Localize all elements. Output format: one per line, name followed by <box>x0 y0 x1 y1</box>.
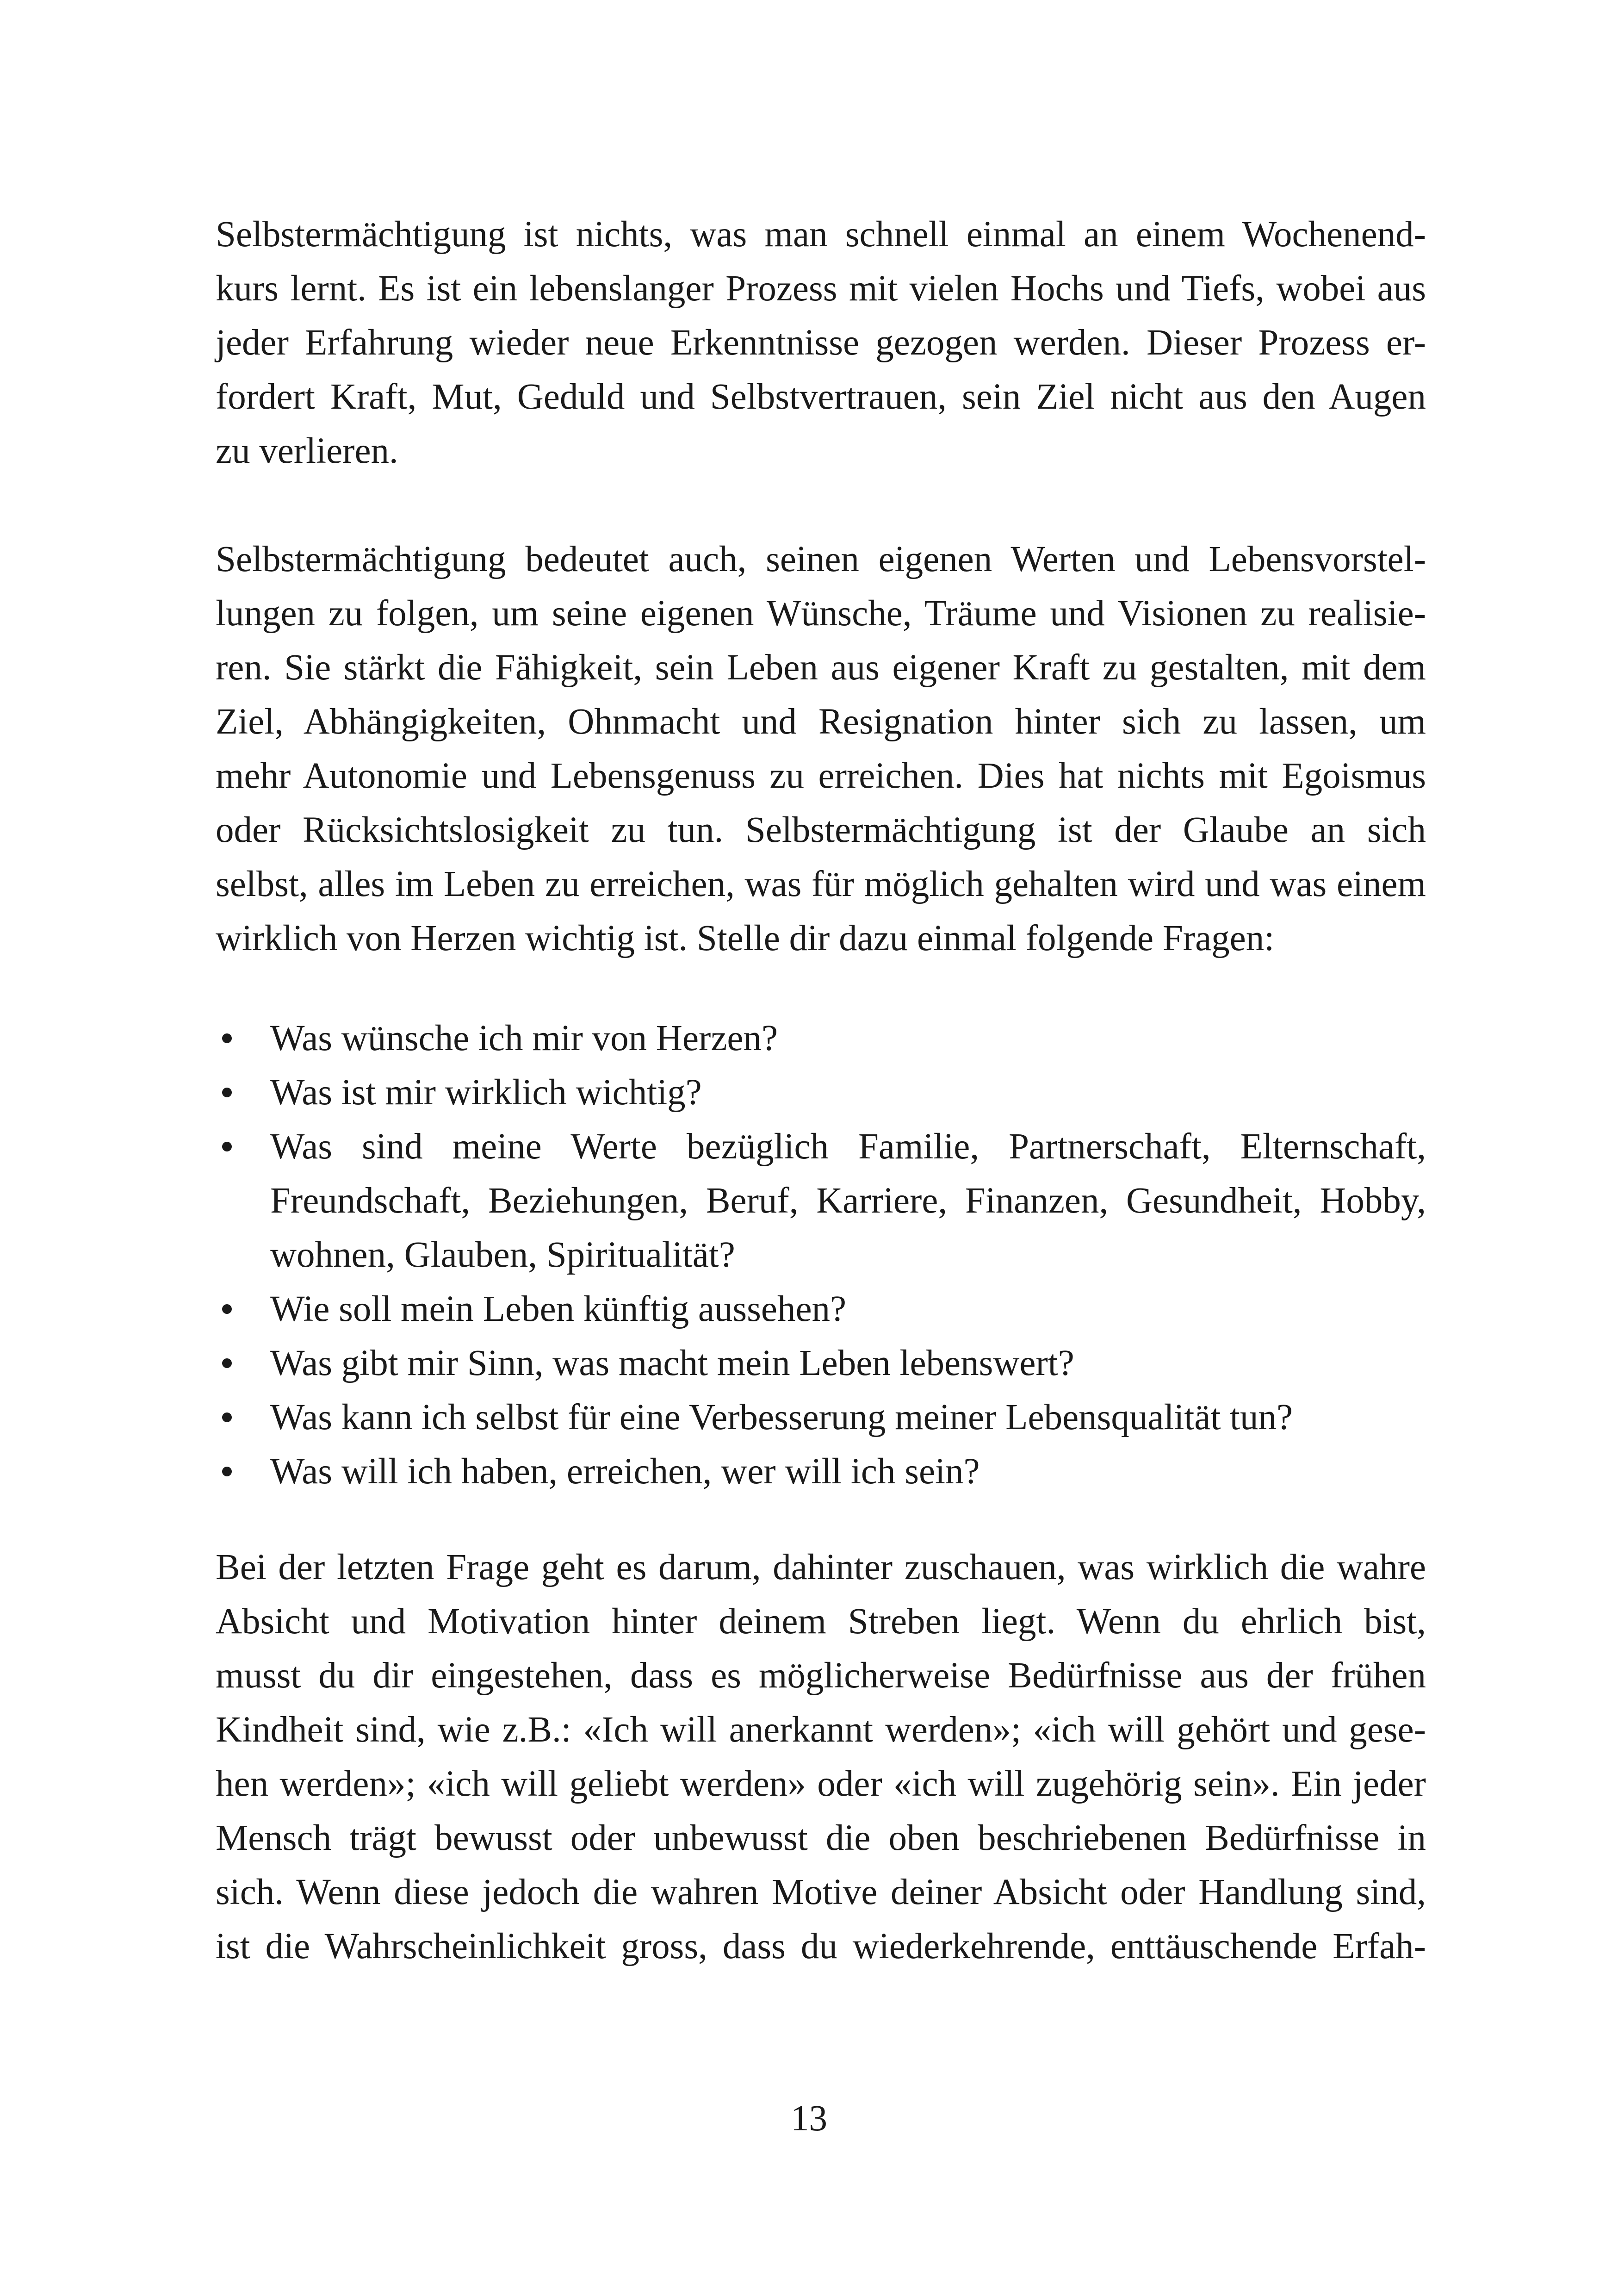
paragraph-line: hen werden»; «ich will geliebt werden» oder «ich will zugehörig sein». Ein jeder <box>216 1764 1426 1804</box>
list-item-text: Was wünsche ich mir von Herzen? <box>270 1018 778 1058</box>
paragraph-line: wirklich von Herzen wichtig ist. Stelle dir dazu einmal folgende Fragen: <box>216 918 1275 958</box>
paragraph-line: musst du dir eingestehen, dass es möglicherweise Bedürfnisse aus der frühen <box>216 1655 1426 1696</box>
list-item <box>216 1011 1426 1065</box>
bullet-icon <box>222 1412 232 1422</box>
bullet-icon <box>222 1304 232 1314</box>
bullet-icon <box>222 1033 232 1043</box>
list-item-text: Was will ich haben, erreichen, wer will ich sein? <box>270 1451 980 1492</box>
list-item <box>216 1390 1426 1444</box>
paragraph-2 <box>216 532 1426 965</box>
paragraph-line: ren. Sie stärkt die Fähigkeit, sein Leben aus eigener Kraft zu gestalten, mit dem <box>216 647 1426 688</box>
paragraph-line: oder Rücksichtslosigkeit zu tun. Selbstermächtigung ist der Glaube an sich <box>216 810 1426 850</box>
list-item-text: Wie soll mein Leben künftig aussehen? <box>270 1289 847 1329</box>
list-item-text: Was gibt mir Sinn, was macht mein Leben lebenswert? <box>270 1343 1074 1383</box>
list-item <box>216 1444 1426 1499</box>
paragraph-line: selbst, alles im Leben zu erreichen, was für möglich gehalten wird und was einem <box>216 864 1426 904</box>
question-list <box>216 1011 1426 1499</box>
bullet-icon <box>222 1358 232 1368</box>
paragraph-line: Selbstermächtigung bedeutet auch, seinen eigenen Werten und Lebensvorstel- <box>216 539 1426 579</box>
paragraph-line: lungen zu folgen, um seine eigenen Wünsche, Träume und Visionen zu realisie- <box>216 593 1426 634</box>
list-item-text: Was sind meine Werte bezüglich Familie, Partnerschaft, Elternschaft, <box>270 1126 1426 1167</box>
list-item-text: Freundschaft, Beziehungen, Beruf, Karriere, Finanzen, Gesundheit, Hobby, <box>270 1181 1426 1221</box>
list-item <box>216 1120 1426 1282</box>
paragraph-line: Mensch trägt bewusst oder unbewusst die oben beschriebenen Bedürfnisse in <box>216 1818 1426 1858</box>
paragraph-line: Absicht und Motivation hinter deinem Streben liegt. Wenn du ehrlich bist, <box>216 1601 1426 1642</box>
paragraph-line: Ziel, Abhängigkeiten, Ohnmacht und Resignation hinter sich zu lassen, um <box>216 702 1426 742</box>
paragraph-line: fordert Kraft, Mut, Geduld und Selbstvertrauen, sein Ziel nicht aus den Augen <box>216 377 1426 417</box>
paragraph-line: Selbstermächtigung ist nichts, was man schnell einmal an einem Wochenend- <box>216 214 1426 255</box>
paragraph-line: kurs lernt. Es ist ein lebenslanger Prozess mit vielen Hochs und Tiefs, wobei aus <box>216 268 1426 309</box>
paragraph-line: sich. Wenn diese jedoch die wahren Motive deiner Absicht oder Handlung sind, <box>216 1872 1426 1912</box>
paragraph-3 <box>216 1540 1426 1973</box>
paragraph-line: ist die Wahrscheinlichkeit gross, dass du wiederkehrende, enttäuschende Erfah- <box>216 1926 1426 1966</box>
paragraph-1 <box>216 207 1426 478</box>
paragraph-line: zu verlieren. <box>216 431 398 471</box>
bullet-icon <box>222 1142 232 1151</box>
paragraph-line: Kindheit sind, wie z.B.: «Ich will anerkannt werden»; «ich will gehört und gese- <box>216 1710 1426 1750</box>
list-item <box>216 1336 1426 1390</box>
bullet-icon <box>222 1088 232 1097</box>
list-item-text: Was ist mir wirklich wichtig? <box>270 1072 702 1113</box>
list-item-text: Was kann ich selbst für eine Verbesserung meiner Lebensqualität tun? <box>270 1397 1293 1437</box>
list-item <box>216 1065 1426 1120</box>
list-item-text: wohnen, Glauben, Spiritualität? <box>270 1235 735 1275</box>
page-number: 13 <box>791 2098 827 2139</box>
paragraph-line: jeder Erfahrung wieder neue Erkenntnisse gezogen werden. Dieser Prozess er- <box>216 323 1426 363</box>
bullet-icon <box>222 1467 232 1476</box>
paragraph-line: Bei der letzten Frage geht es darum, dahinter zuschauen, was wirklich die wahre <box>216 1547 1426 1587</box>
list-item <box>216 1282 1426 1336</box>
paragraph-line: mehr Autonomie und Lebensgenuss zu erreichen. Dies hat nichts mit Egoismus <box>216 756 1426 796</box>
